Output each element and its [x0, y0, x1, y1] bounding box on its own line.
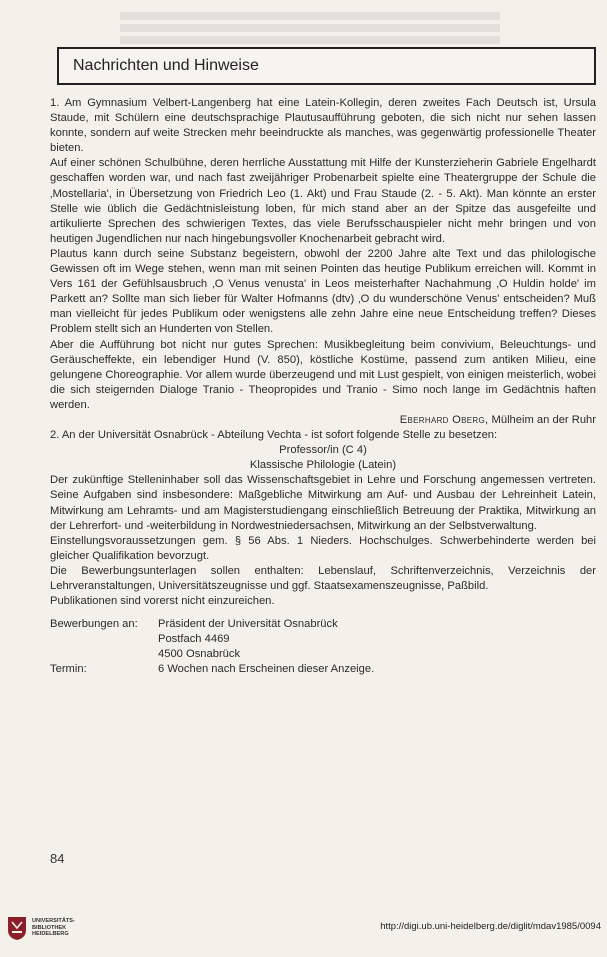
position-title: Professor/in (C 4): [279, 444, 367, 457]
library-name-line: BIBLIOTHEK: [32, 924, 67, 931]
author-signature: [50, 413, 596, 428]
deadline-label: Termin:: [50, 663, 87, 676]
bleed-through-text: [60, 8, 600, 48]
source-url[interactable]: http://digi.ub.uni-heidelberg.de/diglit/mdav1985/0094: [380, 921, 601, 932]
job-ad-intro: 2. An der Universität Osnabrück - Abteilung Vechta - ist sofort folgende Stelle zu besetzen:: [50, 429, 498, 442]
address-line: Postfach 4469: [158, 633, 230, 646]
deadline-row: [50, 662, 596, 677]
library-name-line: UNIVERSITÄTS-: [32, 918, 75, 925]
applications-row: [50, 617, 596, 632]
paragraph: Publikationen sind vorerst nicht einzureichen.: [50, 595, 275, 608]
position-subject: Klassische Philologie (Latein): [249, 459, 397, 472]
paragraph: 1. Am Gymnasium Velbert-Langenberg hat eine Latein-Kollegin, deren zweites Fach Deutsch ist, Ursula Staude, mit Schülern eine deutschsprachige Plautusaufführung geboten, die sich nicht nur sehen lassen konnte, sondern auf weite Strecken mehr beeindruckte als manches, was gegenwärtig professionelle Theater bieten.: [50, 97, 596, 155]
section-header-box: [57, 47, 596, 85]
applications-label: Bewerbungen an:: [50, 618, 138, 631]
page-number: 84: [50, 851, 65, 866]
library-name-line: HEIDELBERG: [32, 931, 69, 938]
deadline-value: 6 Wochen nach Erscheinen dieser Anzeige.: [158, 663, 375, 676]
author-name: Eberhard Oberg,: [399, 413, 489, 426]
paragraph: Aber die Aufführung bot nicht nur gutes Sprechen: Musikbegleitung beim convivium, Beleuchtungs- und Geräuscheffekte, ein lebendiger Hund (V. 850), köstliche Kostüme, passend zum antiken Milieu, eine gelungene Choreographie. Vor allem wurde überzeugend und mit Lust gespielt, von einigen meisterlich, wobei die sich steigernden Dialoge Tranio - Theopropides und Tranio - Simo noch lange im Gedächtnis haften werden.: [50, 338, 596, 411]
paragraph: Der zukünftige Stelleninhaber soll das Wissenschaftsgebiet in Lehre und Forschung angemessen vertreten. Seine Aufgaben sind insbesondere: Maßgebliche Mitwirkung am Auf- und Ausbau der Lehreinheit Latein, Mitwirkung am Lehramts- und am Magisterstudiengang einschließlich Betreuung der Praktika, Mitwirkung an der Lehrerfort- und -weiterbildung in Nordwestniedersachsen, Mitwirkung an der Selbstverwaltung.: [50, 474, 596, 532]
address-line: 4500 Osnabrück: [158, 648, 241, 661]
library-name: [32, 918, 75, 938]
paragraph: Plautus kann durch seine Substanz begeistern, obwohl der 2200 Jahre alte Text und das philologische Gewissen oft im Wege stehen, wenn man mit seinen Pointen das heutige Publikum erreichen will. Kommt in Vers 161 der Gefühlsausbruch ‚O Venus venusta' in Leos meisterhafter Nachahmung ‚O Huldin holde' im Parkett an? Sollte man sich lieber für Walter Hofmanns (dtv) ‚O du wunderschöne Venus' entscheiden? Muß man vielleicht für jedes Publikum oder wenigstens alle zehn Jahre eine neue Entscheidung treffen? Dieses Problem stellt sich an Hunderten von Stellen.: [50, 247, 596, 336]
library-logo: [6, 915, 75, 941]
library-seal-icon: [6, 915, 28, 941]
paragraph: Auf einer schönen Schulbühne, deren herrliche Ausstattung mit Hilfe der Kunsterzieherin Gabriele Engelhardt geschaffen worden war, und nach fast zweijähriger Probenarbeit spielte eine Theatergruppe der Schule die ‚Mostellaria', in Übersetzung von Friedrich Leo (1. Akt) und Frau Staude (2. - 5. Akt). Man könnte an erster Stelle wie üblich die Gedächtnisleistung loben, für mich stand aber an der Spitze das ausgefeilte und artikulierte Sprechen des schwierigen Textes, das viele Berufsschauspieler nicht mehr bringen und von heutigen Jugendlichen nur nach hingebungsvoller Knochenarbeit gebracht wird.: [50, 157, 596, 245]
author-place: Mülheim an der Ruhr: [491, 413, 596, 426]
paragraph: Die Bewerbungsunterlagen sollen enthalten: Lebenslauf, Schriftenverzeichnis, Verzeichnis der Lehrveranstaltungen, Universitätszeugnisse und ggf. Staatsexamenszeugnisse, Paßbild.: [50, 564, 596, 592]
paragraph: Einstellungsvoraussetzungen gem. § 56 Abs. 1 Nieders. Hochschulges. Schwerbehinderte werden bei gleicher Qualifikation bevorzugt.: [50, 534, 596, 562]
address-line: Präsident der Universität Osnabrück: [158, 618, 338, 631]
article-body: [50, 96, 596, 678]
section-header-title: Nachrichten und Hinweise: [73, 57, 259, 74]
